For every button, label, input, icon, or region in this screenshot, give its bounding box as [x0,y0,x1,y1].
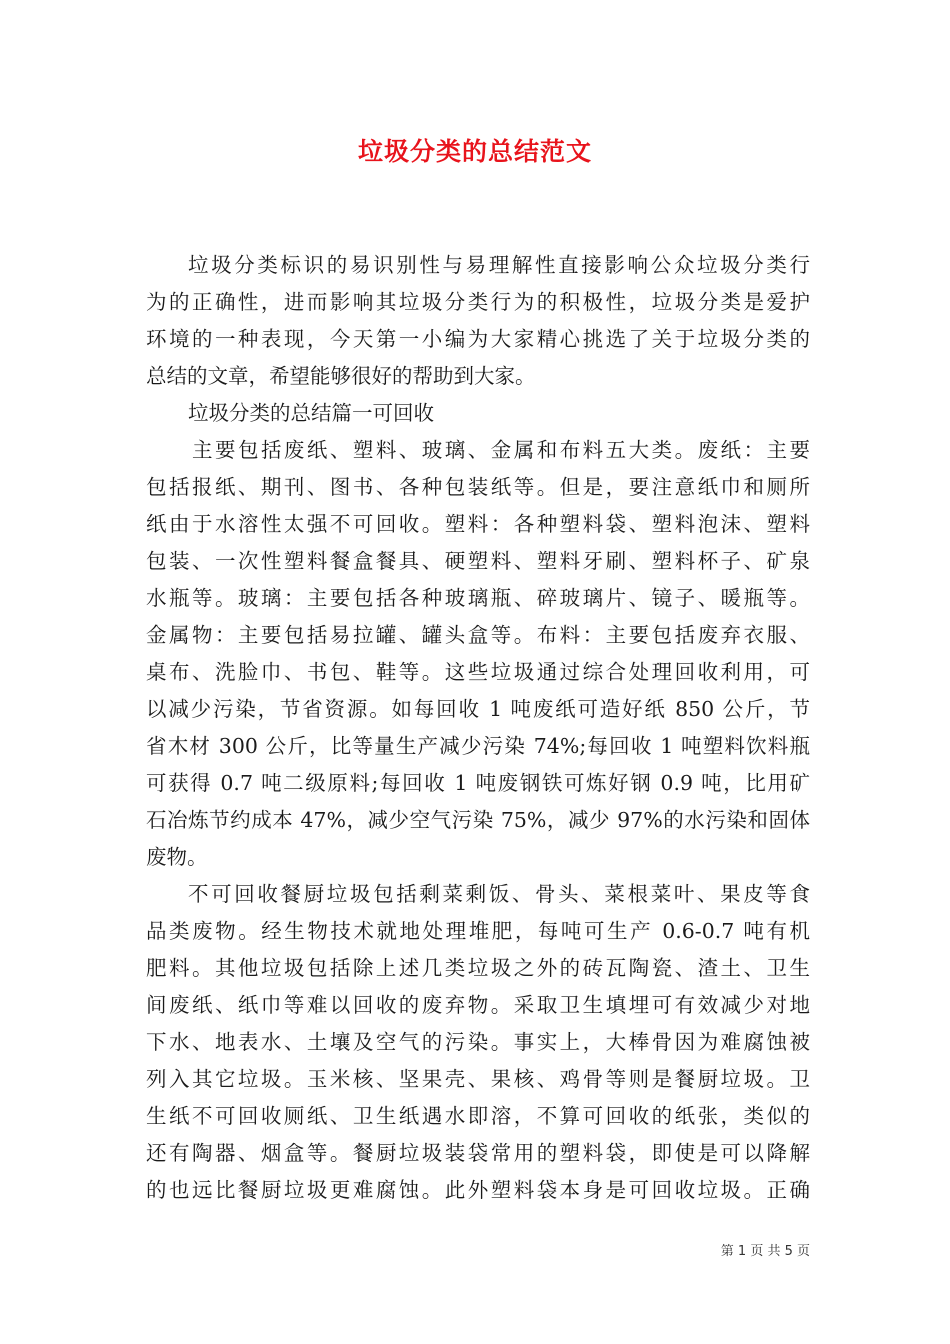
text-line: 为的正确性，进而影响其垃圾分类行为的积极性，垃圾分类是爱护 [146,290,810,314]
document-title: 垃圾分类的总结范文 [357,137,592,166]
text-line: 包括报纸、期刊、图书、各种包装纸等。但是，要注意纸巾和厕所 [146,475,810,499]
text-line: 总结的文章，希望能够很好的帮助到大家。 [146,364,536,388]
text-line: 不可回收餐厨垃圾包括剩菜剩饭、骨头、菜根菜叶、果皮等食 [188,882,810,906]
text-line: 的也远比餐厨垃圾更难腐蚀。此外塑料袋本身是可回收垃圾。正确 [146,1178,810,1202]
text-line: 包装、一次性塑料餐盒餐具、硬塑料、塑料牙刷、塑料杯子、矿泉 [146,549,810,573]
text-line: 水瓶等。玻璃：主要包括各种玻璃瓶、碎玻璃片、镜子、暖瓶等。 [146,586,810,610]
text-line: 还有陶器、烟盒等。餐厨垃圾装袋常用的塑料袋，即使是可以降解 [146,1141,810,1165]
text-line: 石冶炼节约成本 47%，减少空气污染 75%，减少 97%的水污染和固体 [146,808,810,832]
text-line: 列入其它垃圾。玉米核、坚果壳、果核、鸡骨等则是餐厨垃圾。卫 [146,1067,810,1091]
text-line: 省木材 300 公斤，比等量生产减少污染 74%;每回收 1 吨塑料饮料瓶 [146,734,810,758]
text-line: 可获得 0.7 吨二级原料;每回收 1 吨废钢铁可炼好钢 0.9 吨，比用矿 [146,771,810,795]
text-line: 主要包括废纸、塑料、玻璃、金属和布料五大类。废纸：主要 [192,438,810,462]
text-line: 垃圾分类标识的易识别性与易理解性直接影响公众垃圾分类行 [188,253,810,277]
text-line: 金属物：主要包括易拉罐、罐头盒等。布料：主要包括废弃衣服、 [146,623,810,647]
text-line: 间废纸、纸巾等难以回收的废弃物。采取卫生填埋可有效减少对地 [146,993,810,1017]
text-line: 垃圾分类的总结篇一可回收 [188,401,434,425]
text-line: 生纸不可回收厕纸、卫生纸遇水即溶，不算可回收的纸张，类似的 [146,1104,810,1128]
text-line: 以减少污染，节省资源。如每回收 1 吨废纸可造好纸 850 公斤，节 [146,697,810,721]
text-line: 下水、地表水、土壤及空气的污染。事实上，大棒骨因为难腐蚀被 [146,1030,810,1054]
text-line: 废物。 [146,845,208,869]
text-line: 环境的一种表现，今天第一小编为大家精心挑选了关于垃圾分类的 [146,327,810,351]
text-line: 肥料。其他垃圾包括除上述几类垃圾之外的砖瓦陶瓷、渣土、卫生 [146,956,810,980]
text-line: 品类废物。经生物技术就地处理堆肥，每吨可生产 0.6-0.7 吨有机 [146,919,810,943]
text-line: 纸由于水溶性太强不可回收。塑料：各种塑料袋、塑料泡沫、塑料 [146,512,810,536]
text-line: 桌布、洗脸巾、书包、鞋等。这些垃圾通过综合处理回收利用，可 [146,660,810,684]
page-number-footer: 第 1 页 共 5 页 [720,1244,810,1259]
